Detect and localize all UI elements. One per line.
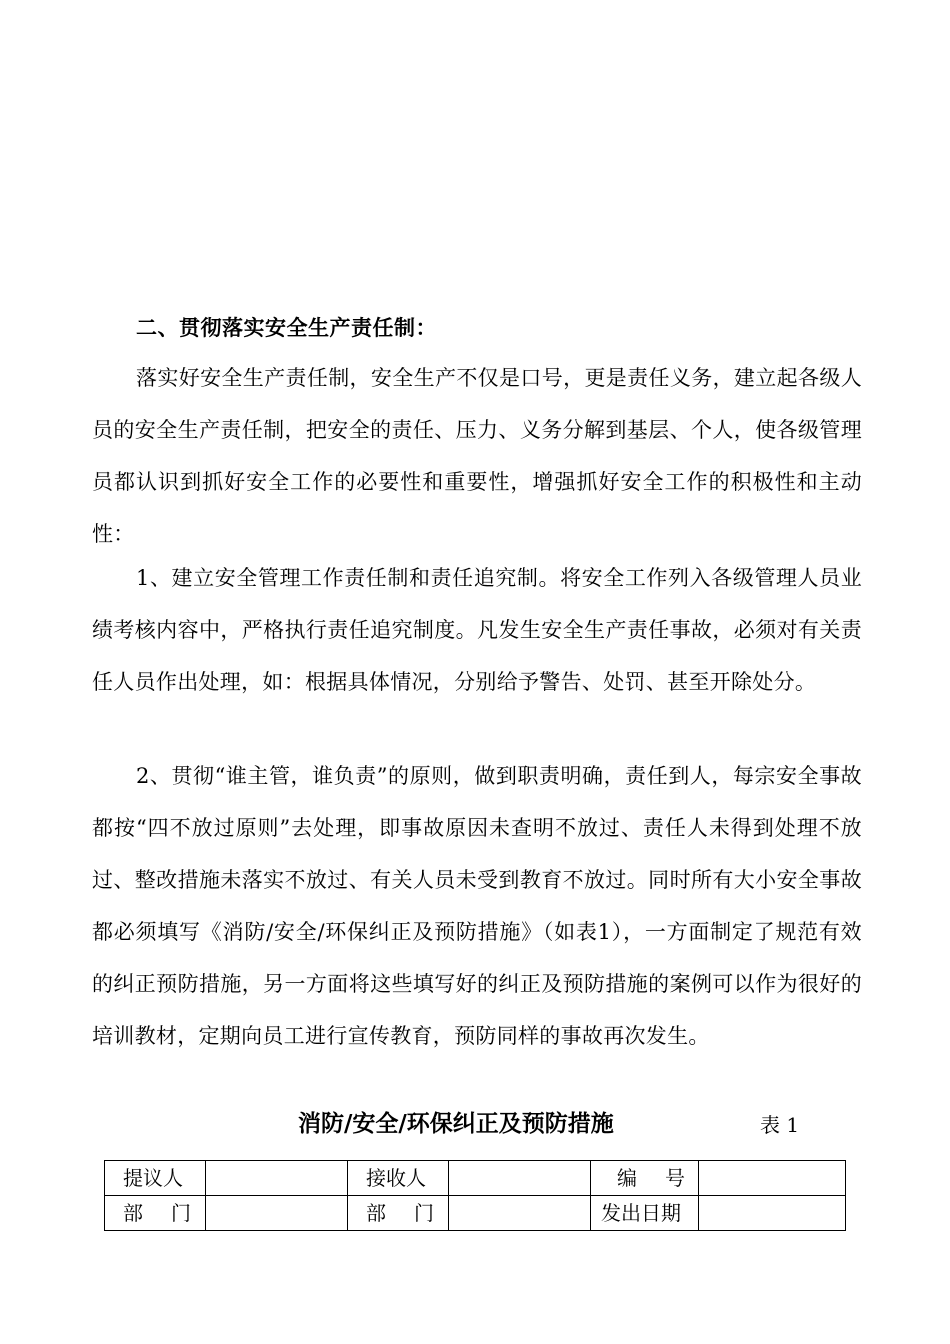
serial-number-value-cell[interactable]: [699, 1161, 846, 1196]
receiver-label: 接收人: [348, 1161, 449, 1196]
receiver-value-cell[interactable]: [449, 1161, 591, 1196]
proposer-value-cell[interactable]: [206, 1161, 348, 1196]
table-title: 消防/安全/环保纠正及预防措施: [298, 1110, 614, 1137]
paragraph-item-1: 1、建立安全管理工作责任制和责任追究制。将安全工作列入各级管理人员业绩考核内容中，严格执行责任追究制度。凡发生安全生产责任事故，必须对有关责任人员作出处理，如：根据具体情况，分别给予警告、处罚、甚至开除处分。: [92, 566, 862, 694]
paragraph-intro: 落实好安全生产责任制，安全生产不仅是口号，更是责任义务，建立起各级人员的安全生产责任制，把安全的责任、压力、义务分解到基层、个人，使各级管理员都认识到抓好安全工作的必要性和重要性，增强抓好安全工作的积极性和主动性：: [92, 366, 862, 546]
issue-date-label: 发出日期: [591, 1196, 699, 1231]
receiver-department-label: 部门: [348, 1196, 449, 1231]
section-heading: 二、贯彻落实安全生产责任制：: [136, 315, 437, 340]
table-number: 表 1: [760, 1113, 800, 1137]
proposer-department-label: 部门: [105, 1196, 206, 1231]
receiver-department-value-cell[interactable]: [449, 1196, 591, 1231]
corrective-action-form: [104, 1160, 846, 1231]
issue-date-value-cell[interactable]: [699, 1196, 846, 1231]
serial-number-label: 编号: [591, 1161, 699, 1196]
paragraph-item-2: 2、贯彻“谁主管，谁负责”的原则，做到职责明确，责任到人，每宗安全事故都按“四不放过原则”去处理，即事故原因未查明不放过、责任人未得到处理不放过、整改措施未落实不放过、有关人员未受到教育不放过。同时所有大小安全事故都必须填写《消防/安全/环保纠正及预防措施》（如表1），一方面制定了规范有效的纠正预防措施，另一方面将这些填写好的纠正及预防措施的案例可以作为很好的培训教材，定期向员工进行宣传教育，预防同样的事故再次发生。: [92, 764, 862, 1048]
table-row: [105, 1161, 846, 1196]
table-row: [105, 1196, 846, 1231]
proposer-label: 提议人: [105, 1161, 206, 1196]
proposer-department-value-cell[interactable]: [206, 1196, 348, 1231]
